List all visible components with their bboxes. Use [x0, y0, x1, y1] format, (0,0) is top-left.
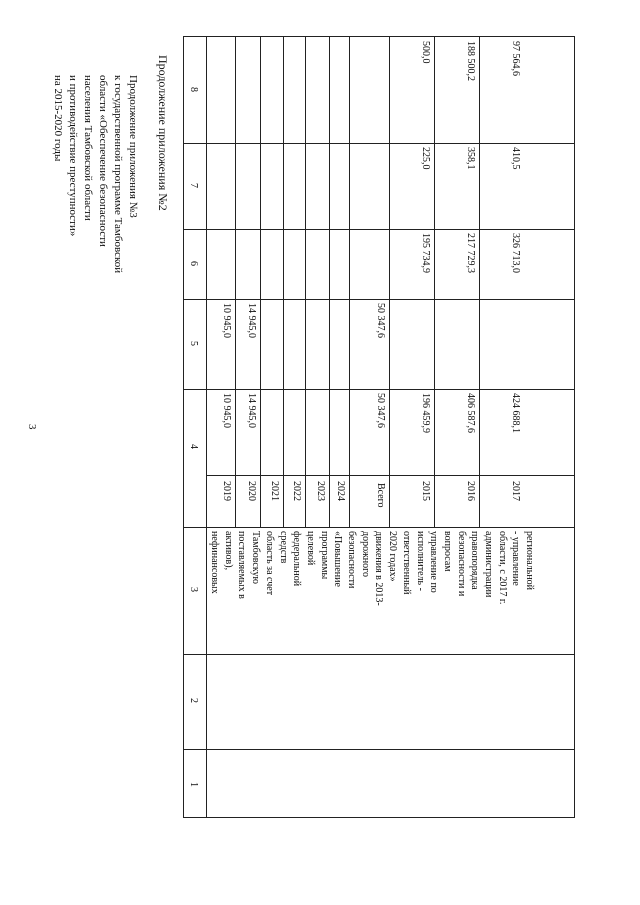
appendix-line: на 2015-2020 годы	[52, 75, 64, 162]
row-divider	[283, 37, 284, 527]
row-year: 2021	[269, 481, 280, 501]
cell-value: 196 459,9	[420, 393, 431, 433]
description-line: область за счет	[263, 531, 275, 596]
description-line: средств	[277, 531, 289, 564]
description-line: - управление	[510, 531, 522, 586]
column-number: 7	[188, 183, 199, 188]
appendix-line: Продолжение приложения №3	[127, 75, 139, 218]
cell-value: 50 347,6	[375, 393, 386, 428]
description-line: 2020 годах»	[387, 531, 399, 582]
row-divider	[329, 37, 330, 527]
description-line: ответственный	[400, 531, 412, 595]
cell-value: 406 587,6	[465, 393, 476, 433]
cell-value: 50 347,6	[375, 303, 386, 338]
row-year: 2016	[465, 481, 476, 501]
row-divider	[305, 37, 306, 527]
row-divider	[389, 37, 390, 527]
row-year: 2019	[221, 481, 232, 501]
row-divider	[235, 37, 236, 527]
cell-value: 14 945,0	[246, 393, 257, 428]
cell-value: 188 500,2	[465, 41, 476, 81]
column-divider	[184, 527, 574, 528]
description-line: поставляемых в	[236, 531, 248, 599]
cell-value: 225,0	[420, 147, 431, 170]
description-line: администрации	[483, 531, 494, 598]
column-divider	[184, 299, 574, 300]
appendix-reference	[50, 75, 140, 273]
cell-value: 217 729,3	[465, 233, 476, 273]
description-line: области, с 2017 г.	[496, 531, 508, 605]
column-divider	[184, 143, 574, 144]
description-line: безопасности и	[455, 531, 467, 597]
row-year: 2020	[246, 481, 257, 501]
description-line: целевой	[304, 531, 316, 566]
description-line: управление по	[428, 531, 440, 593]
column-number: 4	[188, 444, 199, 449]
appendix-title: Продолжение приложения №2	[156, 55, 170, 211]
column-number: 3	[188, 587, 199, 592]
description-line: активов),	[222, 531, 234, 571]
cell-value: 97 564,6	[510, 41, 521, 76]
cell-value: 195 734,9	[420, 233, 431, 273]
cell-value: 14 945,0	[246, 303, 257, 338]
appendix-line: населения Тамбовской области	[82, 75, 94, 221]
description-line: исполнитель -	[414, 531, 426, 591]
description-line: дорожного	[359, 531, 371, 577]
description-line: федеральной	[291, 531, 303, 587]
description-line: программы	[318, 531, 330, 580]
row-divider	[349, 37, 350, 527]
description-line: Тамбовскую	[250, 531, 262, 585]
cell-value: 10 945,0	[221, 393, 232, 428]
row-year: 2024	[335, 481, 346, 501]
cell-value: 358,1	[465, 147, 476, 170]
row-year: 2015	[420, 481, 431, 501]
row-year: Всего	[375, 483, 386, 508]
appendix-line: области «Обеспечение безопасности	[97, 75, 109, 247]
column-number: 6	[188, 261, 199, 266]
cell-value: 500,0	[420, 41, 431, 64]
column-divider	[206, 475, 574, 476]
column-number: 8	[188, 87, 199, 92]
page-table	[183, 36, 575, 818]
header	[30, 30, 170, 830]
row-divider	[479, 37, 480, 527]
description-line: правопорядка	[469, 531, 481, 590]
column-number: 1	[188, 782, 199, 787]
description-line: «Повышение	[332, 531, 344, 587]
description-line: нефинансовых	[209, 531, 220, 594]
row-year: 2023	[315, 481, 326, 501]
appendix-line: и противодействие преступности»	[67, 75, 79, 237]
description-line: движения в 2013-	[373, 531, 385, 606]
cell-value: 10 945,0	[221, 303, 232, 338]
header-divider	[206, 37, 207, 817]
column-number: 2	[188, 698, 199, 703]
row-divider	[260, 37, 261, 527]
row-year: 2022	[291, 481, 302, 501]
cell-value: 410,5	[510, 147, 521, 170]
description-line: региональной	[524, 531, 536, 591]
description-line: вопросам	[441, 531, 453, 572]
column-divider	[184, 389, 574, 390]
column-number: 5	[188, 341, 199, 346]
row-year: 2017	[510, 481, 521, 501]
column-divider	[184, 749, 574, 750]
cell-value: 326 713,0	[510, 233, 521, 273]
appendix-line: к государственной программе Тамбовской	[112, 75, 124, 274]
description-line: безопасности	[346, 531, 357, 589]
column-divider	[184, 229, 574, 230]
row-divider	[434, 37, 435, 527]
cell-value: 424 688,1	[510, 393, 521, 433]
column-divider	[184, 654, 574, 655]
page-number: 3	[26, 424, 38, 430]
